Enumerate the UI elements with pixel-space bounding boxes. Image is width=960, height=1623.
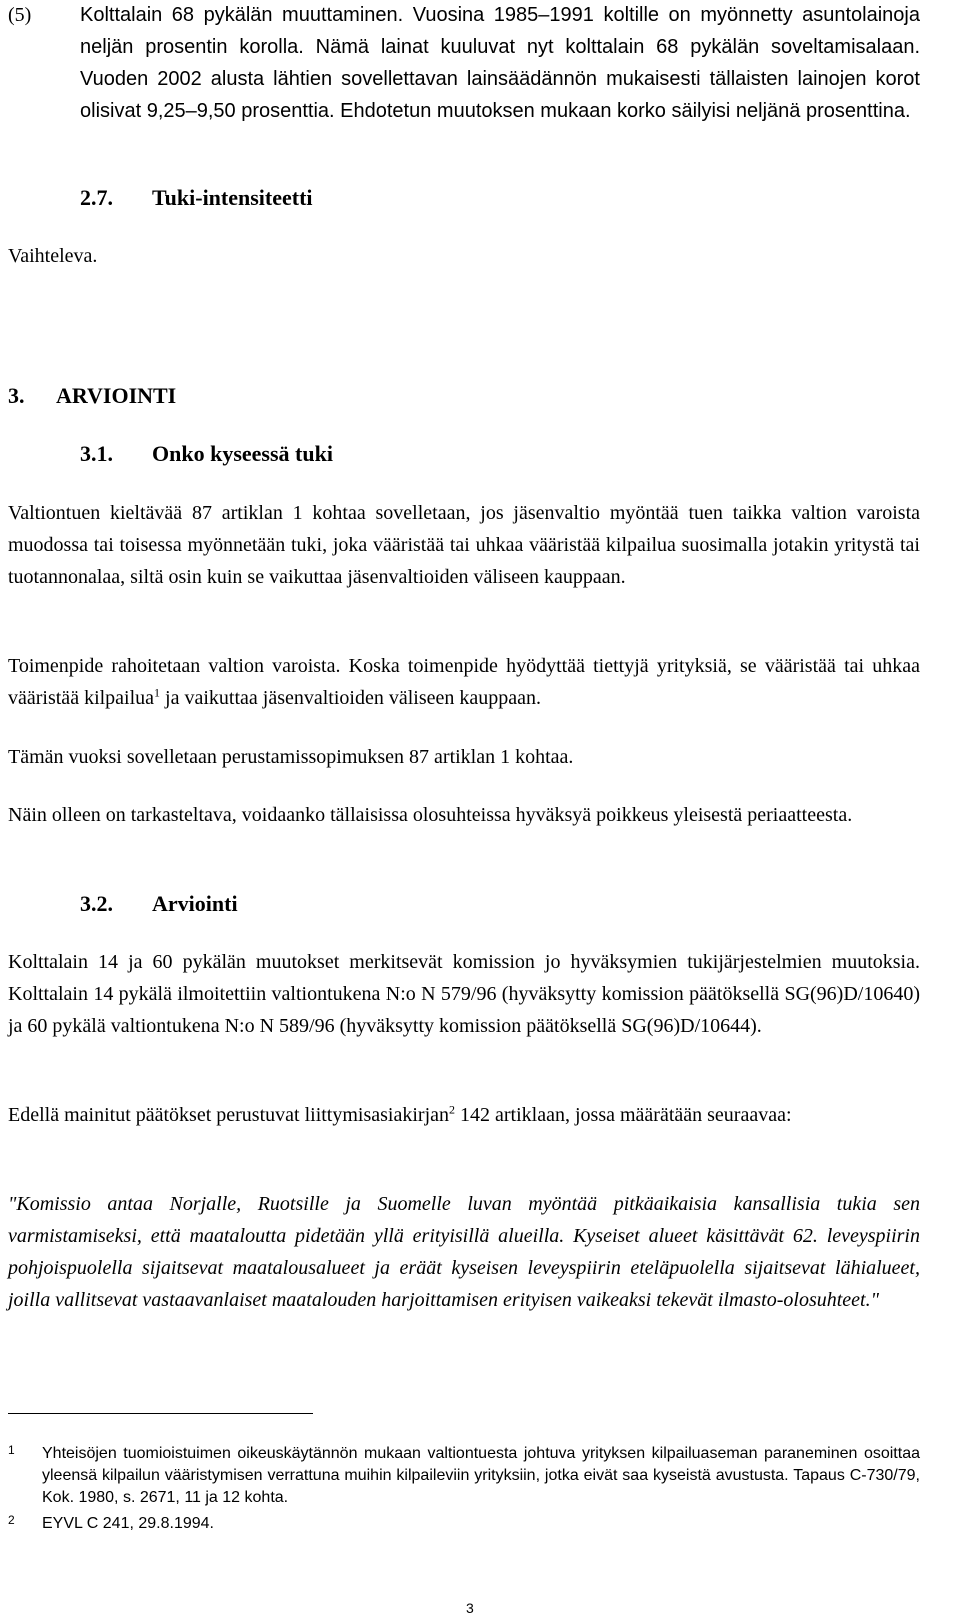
page-number: 3 bbox=[466, 1600, 474, 1616]
vaihteleva-text: Vaihteleva. bbox=[8, 245, 98, 267]
item-text: Kolttalain 68 pykälän muuttaminen. Vuosina 1985–1991 koltille on myönnetty asuntolainoja neljän prosentin korolla. Nämä lainat kuuluvat nyt kolttalain 68 pykälän soveltamisalaan. Vuoden 2002 alusta lähtien sovellettavan lainsäädännön mukaisesti tällaisten lainojen korot olisivat 9,25–9,50 prosenttia. Ehdotetun muutoksen mukaan korko säilyisi neljänä prosenttina. bbox=[80, 4, 920, 122]
footnote-text: EYVL C 241, 29.8.1994. bbox=[42, 1515, 214, 1532]
item-number: (5) bbox=[8, 4, 32, 26]
footnote-divider bbox=[8, 1413, 313, 1414]
section-number: 3.2. bbox=[80, 891, 113, 916]
footnote-text: Yhteisöjen tuomioistuimen oikeuskäytännön mukaan valtiontuesta johtuva yrityksen kilpailuaseman paraneminen osoittaa yleensä kilpailun vääristymisen verrattuna muihin kilpaileviin yrityksiin, jotka eivät saa kyseistä avustusta. Tapaus C-730/79, Kok. 1980, s. 2671, 11 ja 12 kohta. bbox=[42, 1445, 920, 1506]
paragraph-6-text-end: 142 artiklaan, jossa määrätään seuraavaa: bbox=[455, 1104, 792, 1126]
section-number: 3.1. bbox=[80, 441, 113, 466]
footnote-marker: 2 bbox=[8, 1513, 15, 1527]
section-number: 2.7. bbox=[80, 185, 113, 210]
section-title: Tuki-intensiteetti bbox=[152, 185, 313, 210]
paragraph-3: Tämän vuoksi sovelletaan perustamissopimuksen 87 artiklan 1 kohtaa. bbox=[8, 746, 574, 768]
paragraph-6 bbox=[8, 1099, 920, 1131]
footnote-ref-2[interactable]: 2 bbox=[449, 1102, 456, 1117]
quotation: "Komissio antaa Norjalle, Ruotsille ja Suomelle luvan myöntää pitkäaikaisia kansallisia tukia sen varmistamiseksi, että maataloutta pidetään yllä erityisillä alueilla. Kyseiset alueet käsittävät 62. leveyspiirin pohjoispuolella sijaitsevat maatalousalueet ja eräät kyseisen leveyspiirin eteläpuolella sijaitsevat lähialueet, joilla vallitsevat vastaavanlaiset maatalouden harjoittamisen erityisen vaikeaksi tekevät ilmasto-olosuhteet." bbox=[8, 1193, 920, 1311]
section-title: Onko kyseessä tuki bbox=[152, 441, 333, 466]
paragraph-1: Valtiontuen kieltävää 87 artiklan 1 kohtaa sovelletaan, jos jäsenvaltio myöntää tuen taikka valtion varoista muodossa tai toisessa myönnetään tuki, joka vääristää tai uhkaa vääristää kilpailua suosimalla jotakin yritystä tai tuotannonalaa, siltä osin kuin se vaikuttaa jäsenvaltioiden väliseen kauppaan. bbox=[8, 502, 920, 588]
footnote-ref-1[interactable]: 1 bbox=[154, 685, 161, 700]
section-number: 3. bbox=[8, 383, 25, 408]
paragraph-4: Näin olleen on tarkasteltava, voidaanko tällaisissa olosuhteissa hyväksyä poikkeus yleisestä periaatteesta. bbox=[8, 804, 853, 826]
paragraph-6-text: Edellä mainitut päätökset perustuvat liittymisasiakirjan bbox=[8, 1104, 450, 1126]
paragraph-5: Kolttalain 14 ja 60 pykälän muutokset merkitsevät komission jo hyväksymien tukijärjestelmien muutoksia. Kolttalain 14 pykälä ilmoitettiin valtiontukena N:o N 579/96 (hyväksytty komission päätöksellä SG(96)D/10640) ja 60 pykälä valtiontukena N:o N 589/96 (hyväksytty komission päätöksellä SG(96)D/10644). bbox=[8, 951, 920, 1037]
section-title: ARVIOINTI bbox=[56, 383, 177, 408]
paragraph-2 bbox=[8, 650, 920, 714]
footnote-marker: 1 bbox=[8, 1443, 15, 1457]
paragraph-2-text: Toimenpide rahoitetaan valtion varoista. Koska toimenpide hyödyttää tiettyjä yrityksiä, se vääristää tai uhkaa vääristää kilpailua bbox=[8, 655, 920, 709]
paragraph-2-text-end: ja vaikuttaa jäsenvaltioiden väliseen kauppaan. bbox=[160, 687, 542, 709]
section-title: Arviointi bbox=[152, 891, 238, 916]
